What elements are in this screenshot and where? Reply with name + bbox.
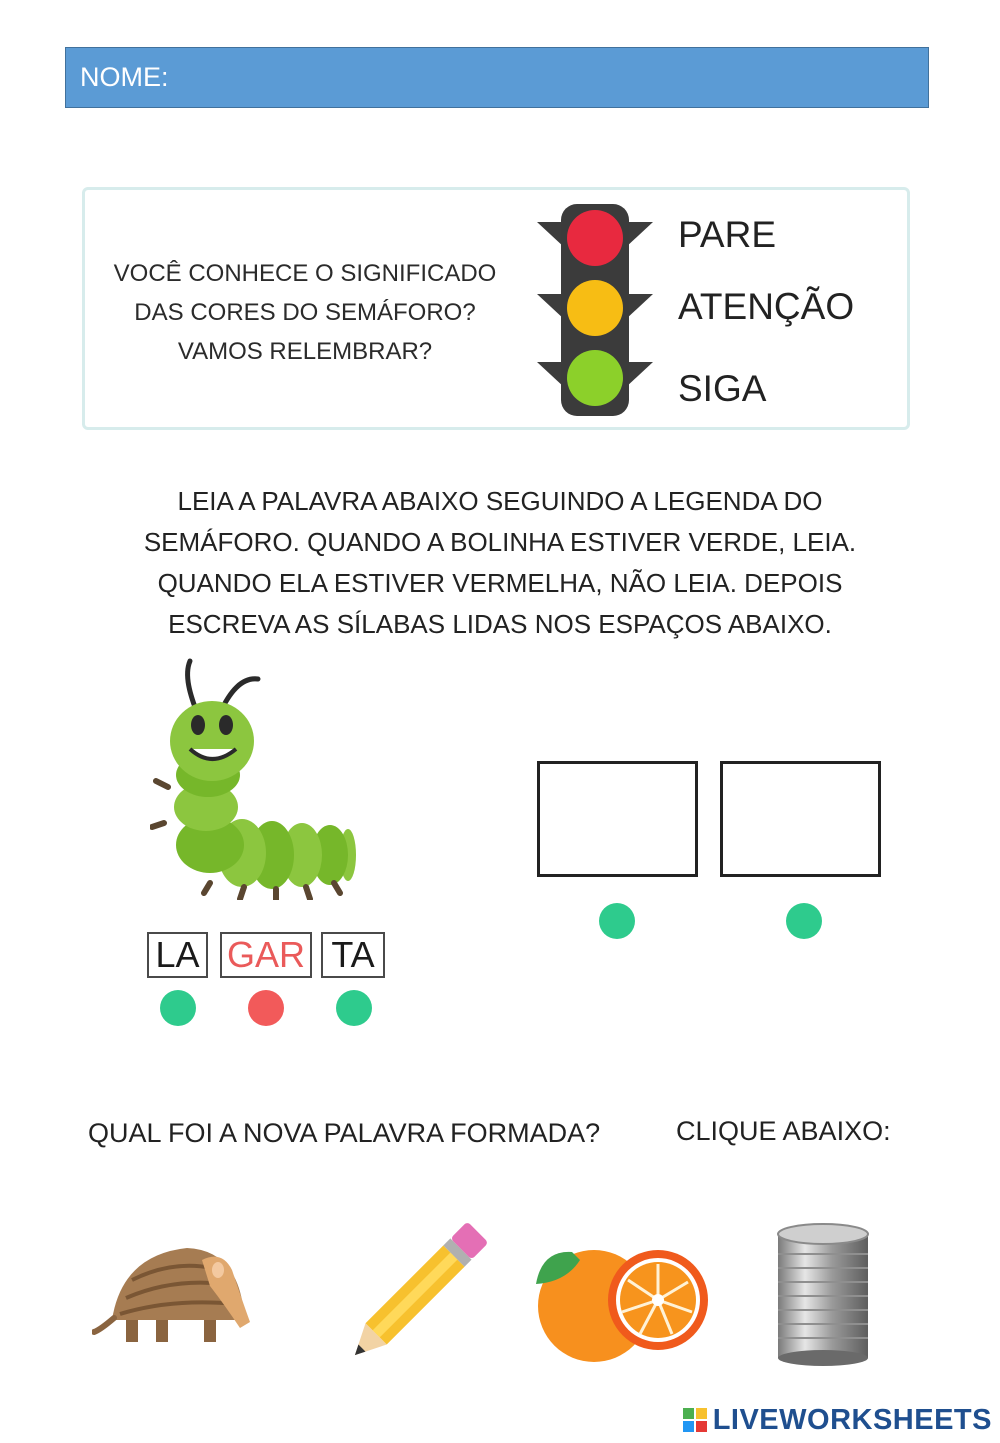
option-orange[interactable]	[532, 1220, 710, 1370]
option-tin-can[interactable]	[770, 1220, 880, 1370]
light-label-attention: ATENÇÃO	[678, 286, 855, 327]
syllable-text: LA	[155, 934, 200, 975]
answer-input-box[interactable]	[720, 761, 881, 877]
info-question-line: DAS CORES DO SEMÁFORO?	[134, 299, 476, 326]
green-dot	[160, 990, 196, 1026]
pencil-icon	[330, 1220, 500, 1370]
syllable-tile	[321, 932, 385, 978]
red-light	[567, 210, 623, 266]
option-armadillo[interactable]	[92, 1220, 262, 1370]
red-dot	[248, 990, 284, 1026]
info-question	[85, 254, 525, 371]
name-bar[interactable]	[65, 47, 929, 108]
click-label: CLIQUE ABAIXO:	[676, 1116, 891, 1146]
liveworksheets-watermark	[713, 1404, 992, 1437]
light-label-go: SIGA	[678, 368, 767, 409]
instruction-line: SEMÁFORO. QUANDO A BOLINHA ESTIVER VERDE, LEIA.	[143, 527, 857, 557]
info-question-line: VAMOS RELEMBRAR?	[177, 338, 433, 365]
answer-input-box[interactable]	[537, 761, 698, 877]
syllable-text: TA	[331, 934, 375, 975]
yellow-light	[567, 280, 623, 336]
green-dot	[786, 903, 822, 939]
traffic-light-icon	[535, 202, 655, 418]
liveworksheets-logo-icon	[683, 1408, 707, 1432]
name-label: NOME:	[80, 62, 169, 92]
green-dot	[336, 990, 372, 1026]
green-light	[567, 350, 623, 406]
traffic-light-info-box	[82, 187, 910, 430]
tin-can-icon	[770, 1220, 880, 1370]
orange-icon	[532, 1220, 710, 1370]
watermark-text: LIVEWORKSHEETS	[712, 1404, 992, 1436]
info-question-line: VOCÊ CONHECE O SIGNIFICADO	[113, 260, 497, 287]
instruction-line: QUANDO ELA ESTIVER VERMELHA, NÃO LEIA. DEPOIS	[157, 568, 843, 598]
syllable-tile	[147, 932, 208, 978]
instructions	[100, 481, 900, 645]
syllable-text: GAR	[226, 934, 305, 975]
syllable-tile	[220, 932, 312, 978]
green-dot	[599, 903, 635, 939]
option-pencil[interactable]	[330, 1220, 500, 1370]
instruction-line: LEIA A PALAVRA ABAIXO SEGUINDO A LEGENDA DO	[177, 486, 823, 516]
question-label: QUAL FOI A NOVA PALAVRA FORMADA?	[88, 1118, 601, 1148]
light-label-stop: PARE	[678, 214, 777, 255]
caterpillar-image	[150, 655, 365, 900]
instruction-line: ESCREVA AS SÍLABAS LIDAS NOS ESPAÇOS ABAIXO.	[168, 609, 832, 639]
armadillo-icon	[92, 1220, 262, 1370]
